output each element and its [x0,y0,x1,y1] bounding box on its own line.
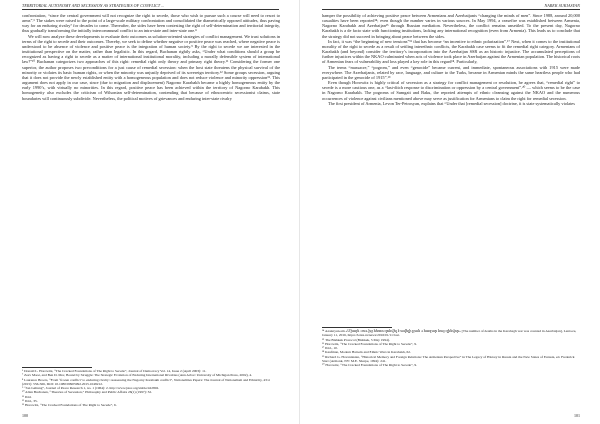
header-rule-right [322,9,580,10]
footnote: ¹² Ibid., 35. [22,399,38,404]
page-number-right: 101 [574,413,580,418]
footnote: ¹¹ Ibid. [22,394,32,399]
right-paragraph-3: The terms “massacre,” “pogrom,” and even “genocide” became current, and immediate, spontaneous associations with 1915 were made everywhere. The Azerbaijanis, related by race, language, and culture to the Turks, became in Armenian minds the same heartless people who had participated in the genocide of 1915”.¹⁹ [322,64,580,80]
footnote: ²⁰ Horowitz, “The Cracked Foundations of The Right to Secede”, 9. [322,363,418,368]
running-header-left: TERRITORIAL AUTONOMY AND SECESSION AS STRATEGIES OF CONFLICT ... [22,3,165,8]
running-header-right: NAREK SUKIASYAN [544,3,580,8]
footnote: ⁷ Zeev Maoz, and Ben D. Mor, Bound by Struggle: The Strategic Evolution of Enduring International Rivalries (Ann Arbor: University of Michigan Press, 2002), 4. [22,373,253,378]
left-paragraph-2: We will now analyze these developments to evaluate their outcomes as solution-oriented strategies of conflict management. We trust solutions in terms of the right to secede and their outcomes. Thereby, we seek to define whether negative or positive peace was reached, where negative peace is understood to be absence of violence and positive peace is the integration of human society.⁹ By the right to secede we are interested in the institutional perspective on the matter, rather than legalistic. In this regard, Buchanan rightly asks, “Under what conditions should a group be recognized as having a right to secede as a matter of international institutional morality, including a morally defensible system of international law?”¹⁰ Buchanan categorizes two approaches of this right: remedial right only theory and primary right theory.¹¹ Considering the former one superior, the author proposes two preconditions for a just cause of remedial secession: when the host state threatens the physical survival of the minority or violates its basic human rights, or when the minority was unjustly deprived of its sovereign territory.¹² Some groups secession, arguing that it does not provide the newly established entity with a homogeneous population and does not reduce violence and minority oppression¹³. This argument does not apply in our case, since (due to migration and displacement) Nagorno Karabakh became a highly homogeneous entity by the early 1990’s, with virtually no minorities. In this regard, positive peace has been achieved within the territory of Nagorno Karabakh. This homogeneity also excludes the criticism of Wilsonian self-determination, contending that because of ethnocentric secessionist claims, state boundaries will continuously subdivide. Nevertheless, the political motives of grievances and enduring inter-state rivalry [22,33,280,101]
left-footnotes [22,369,280,408]
footnote: ¹⁶ Horowitz, “The Cracked Foundations of The Right to Secede”, 9. [322,341,417,346]
footnote: ¹⁴ Azatutyun.am «Միայն 1994-ից հետո զոհվել է ավելի քան 4 հազար հայ զինվոր» [The number of deaths in the Karabagh war was counted in Azerbaijan], Lenta.ru, January 11, 2016, https://lenta.ru/news/2016/01/11/lost. [322,329,577,338]
header-rule-left [22,9,279,10]
footnote: ⁶ Donald L. Horowitz, “The Cracked Foundations of The Right to Secede”, Journal of Democracy Vol. 14, Issue 2 (April 2003): 11. [22,369,207,373]
right-paragraph-4: Even though Horowitz is highly critical of secession as a strategy for conflict management or resolution, he agrees that, “remedial right” to secede is a more cautious one, as a “last-ditch response to discrimination or oppression by a central government”.²⁰ — which seems to be the case in Nagorno Karabakh. The pogroms of Sumgait and Baku, the reported attempts of ethnic cleansing against the NKAO and the numerous occurrences of violence against civilians mentioned above may serve as justification for Armenians to claim the right for remedial secession. [322,80,580,101]
page-number-left: 100 [22,413,28,418]
footnote: ⁹ “Jan Galtung”, Journal of Peace Research 1, no. 1 (1964): 2. http://www.jstor.org/stable/422802. [22,386,160,391]
right-page [300,0,600,424]
footnote: ¹⁰ Allen Buchanan, “Theories of Secession,” Philosophy and Public Affairs 26(1) (1997): 32. [22,390,153,395]
footnote: ¹⁹ Richard G. Hovannisian, “Historical Memory and Foreign Relations: The Armenian Perspective” in The Legacy of History in Russia and the New States of Eurasia, ed. Frederick Starr (Armonk, NY: M.E. Sharpe, 1994): 241. [322,354,575,364]
right-paragraph-1: hamper the possibility of achieving positive peace between Armenians and Azerbaijanis “changing the minds of men”. Since 1988, around 20,000 casualties have been reported¹⁴; even though the number varies in various sources. In May 1994, a ceasefire was established between Armenia, Nagorno Karabakh and Azerbaijan¹⁵ through Russian mediation. Nevertheless, the conflict remains unsettled. To the present day, Nagorno Karabakh is a de facto state with functioning institutions, lacking any international recognition (even from Armenia). This leads us to conclude that the strategy did not succeed in bringing about peace between the sides. [322,13,580,39]
footnote: ¹⁵ The Bishkek Protocol (Bishkek, 5 May 1994). [322,337,390,342]
left-paragraph-1: confrontation, “since the central government will not recognize the right to secede, those who wish to pursue such a course will need to resort to arms”.⁶ The stakes were raised to the point of a large-scale military confrontation and consolidated the diametrically opposed attitudes, thus paving way for an enduring rivalry⁷ for decades to come. Thereafter, the sides have been contesting the right of self-determination and territorial integrity, thus gradually transforming the initially intercommunal conflict to an intra-state and inter-state one.⁸ [22,13,280,34]
footnote: ⁸ Laurence Broers, “From ‘frozen conflict’ to enduring rivalry: reassessing the Nagorny Karabakh conflict”, Nationalities Papers: The Journal of Nationalism and Ethnicity, 43:4 (2015): 556-566, DOI: 10.1080/00905992.2015.1048212. [22,377,270,386]
left-body-text [22,13,280,101]
right-paragraph-5: The first president of Armenia, Levon Ter-Petrosyan, explains that “Under that [remedial secession] doctrine, it is state systematically violates [328,100,575,106]
right-paragraph-2: In fact, it was “the beginning of new tensions”¹⁶ that has become “an incentive to ethnic polarization”.¹⁷ Next, when it comes to the institutional morality of the right to secede as a result of settling interethnic conflicts, the Karabakh case seems to fit the remedial right category. Armenians of Karabakh (and beyond) consider the territory’s incorporation into the Azerbaijan SSR as an historic injustice. The accumulated perceptions of further injustices within the NKAO culminated when acts of violence took place in Azerbaijan against the Armenian population. The historical roots of Armenian fears of vulnerability and loss played a key role in this regard¹⁸. Particularly, [322,38,580,65]
footnote: ¹⁷ Ibid., 10. [322,346,338,351]
footnote: ¹³ Horowitz, “The Cracked Foundations of The Right to Secede”, 6. [22,403,117,408]
footnote-rule-right [322,327,392,328]
right-footnotes [322,329,580,368]
right-body-text [322,13,580,106]
footnote-rule-left [22,367,92,368]
footnote: ¹⁸ Kaufman, Modern Hatreds and Ethnic Wars in Karabakh, 62. [322,350,411,355]
